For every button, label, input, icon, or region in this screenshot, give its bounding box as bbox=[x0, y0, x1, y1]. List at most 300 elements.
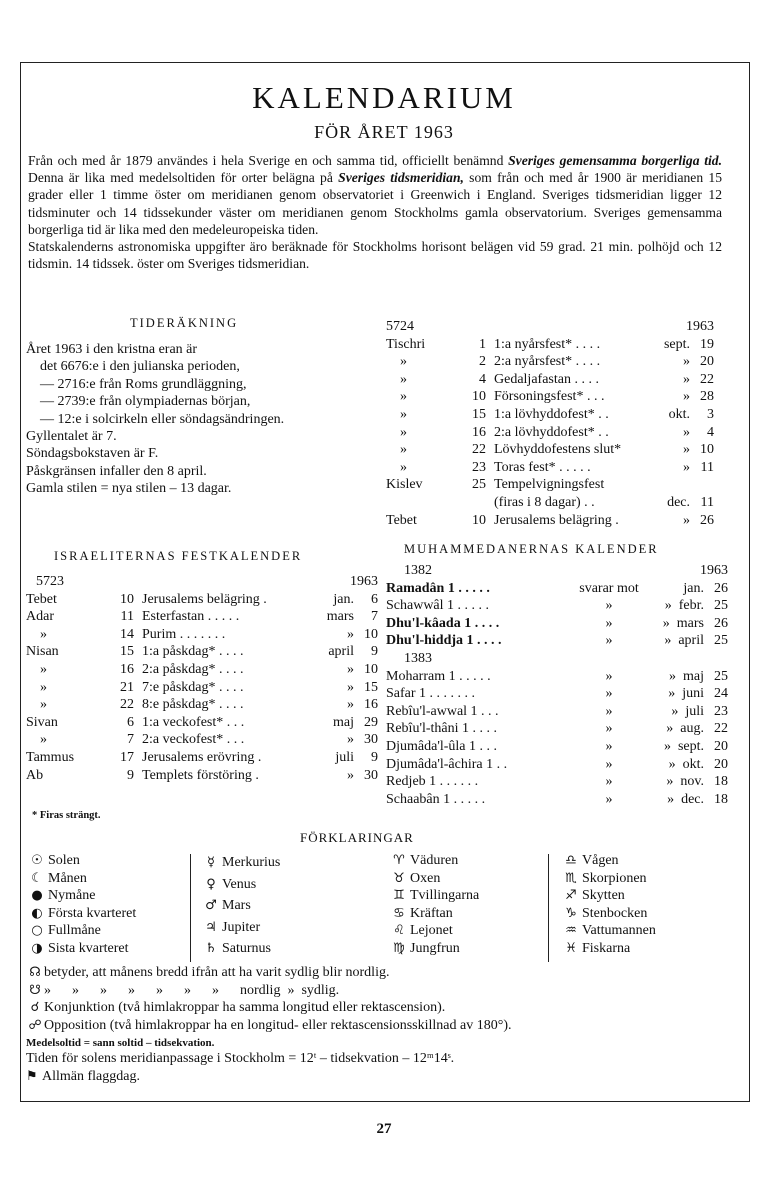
tiderakning-line: Året 1963 i den kristna eran är bbox=[26, 342, 198, 357]
svarar-mot: svarar mot bbox=[579, 580, 639, 596]
month2-cell: » bbox=[683, 354, 690, 370]
astro-symbol-icon: ◐ bbox=[31, 905, 43, 921]
date-cell: 22 bbox=[700, 371, 714, 387]
legend-item bbox=[560, 922, 656, 940]
astro-symbol-icon: ♄ bbox=[205, 941, 217, 956]
table-row bbox=[386, 580, 728, 598]
astro-symbol-icon: ○ bbox=[31, 923, 43, 939]
month-cell: » bbox=[40, 697, 47, 713]
year-1963: 1963 bbox=[700, 563, 728, 578]
date-cell: 4 bbox=[707, 424, 714, 440]
legend-item bbox=[26, 905, 136, 923]
day-cell: 2 bbox=[479, 354, 486, 370]
month-cell: » bbox=[40, 661, 47, 677]
table-row bbox=[386, 494, 714, 512]
tiderakning-line: Påskgränsen infaller den 8 april. bbox=[26, 463, 207, 479]
event-cell: 7:e påskdag* . . . . bbox=[142, 679, 244, 695]
table-row bbox=[386, 371, 714, 389]
month-cell: » bbox=[40, 732, 47, 748]
gregorian-day: 23 bbox=[714, 703, 728, 719]
table-row bbox=[26, 661, 378, 679]
month-cell: Tischri bbox=[386, 336, 426, 352]
date-cell: 30 bbox=[364, 767, 378, 783]
month-cell: » bbox=[400, 371, 407, 387]
table-row bbox=[386, 756, 728, 774]
day-cell: 11 bbox=[120, 609, 134, 625]
date-cell: 30 bbox=[364, 732, 378, 748]
gregorian-day: 26 bbox=[714, 580, 728, 596]
gregorian-month: » maj bbox=[669, 668, 704, 684]
date-cell: 10 bbox=[364, 626, 378, 642]
tiderakning-line: det 6676:e i den julianska perioden, bbox=[40, 359, 240, 375]
month2-cell: april bbox=[328, 644, 354, 660]
year-1963: 1963 bbox=[350, 574, 378, 589]
legend-item bbox=[200, 938, 280, 960]
legend-label: Jungfrun bbox=[410, 940, 460, 956]
month-name: Rebîu'l-awwal 1 . . . bbox=[386, 703, 499, 719]
month2-cell: » bbox=[683, 512, 690, 528]
date-cell: 10 bbox=[364, 661, 378, 677]
israeliternas-heading: ISRAELITERNAS FESTKALENDER bbox=[54, 549, 303, 563]
legend-item bbox=[200, 895, 280, 917]
legend-label: Skorpionen bbox=[582, 870, 647, 886]
day-cell: 4 bbox=[479, 371, 486, 387]
month-cell: » bbox=[400, 354, 407, 370]
astro-symbol-icon: ☾ bbox=[31, 870, 43, 886]
date-cell: 11 bbox=[700, 459, 714, 475]
month-cell: » bbox=[400, 442, 407, 458]
gregorian-day: 18 bbox=[714, 774, 728, 790]
gregorian-day: 26 bbox=[714, 615, 728, 631]
legend-item bbox=[26, 940, 136, 958]
event-cell: Esterfastan . . . . . bbox=[142, 609, 240, 625]
day-cell: 25 bbox=[472, 477, 486, 493]
legend-note bbox=[26, 1017, 512, 1035]
svarar-mot: » bbox=[605, 721, 613, 737]
note-text: » » » » » » » nordlig » sydlig. bbox=[44, 982, 340, 998]
month2-cell: » bbox=[683, 459, 690, 475]
date-cell: 26 bbox=[700, 512, 714, 528]
svarar-mot: » bbox=[605, 738, 613, 754]
gregorian-day: 25 bbox=[714, 633, 728, 649]
month-cell: » bbox=[400, 459, 407, 475]
year-1963: 1963 bbox=[686, 319, 714, 334]
flag-icon: ⚑ bbox=[26, 1069, 38, 1084]
legend-item bbox=[560, 905, 656, 923]
day-cell: 10 bbox=[472, 512, 486, 528]
month-name: Djumâda'l-ûla 1 . . . bbox=[386, 738, 497, 754]
legend-item bbox=[560, 870, 656, 888]
legend-label: Nymåne bbox=[48, 888, 96, 904]
event-cell: 2:a lövhyddofest* . . bbox=[494, 424, 609, 440]
legend-item bbox=[26, 852, 136, 870]
month-cell bbox=[386, 494, 454, 512]
day-cell: 6 bbox=[127, 714, 134, 730]
legend-label: Venus bbox=[222, 876, 257, 892]
day-cell: 22 bbox=[472, 442, 486, 458]
day-cell: 16 bbox=[472, 424, 486, 440]
month-cell: Sivan bbox=[26, 714, 58, 730]
table-row bbox=[386, 353, 714, 371]
astro-symbol-icon: ♒ bbox=[565, 923, 577, 939]
astro-symbol-icon: ♉ bbox=[393, 870, 405, 886]
legend-item bbox=[560, 940, 656, 958]
legend-note bbox=[26, 964, 512, 982]
event-cell: 2:a nyårsfest* . . . . bbox=[494, 354, 601, 370]
month-name: Dhu'l-kâada 1 . . . . bbox=[386, 615, 500, 631]
month-cell: Ab bbox=[26, 767, 44, 783]
month-name: Dhu'l-hiddja 1 . . . . bbox=[386, 633, 502, 649]
date-cell: 9 bbox=[371, 749, 378, 765]
node-symbol-icon: ☊ bbox=[29, 965, 41, 980]
event-cell: 2:a veckofest* . . . bbox=[142, 732, 245, 748]
table-row bbox=[26, 591, 378, 609]
table-row bbox=[386, 424, 714, 442]
month2-cell: » bbox=[347, 732, 354, 748]
astro-symbol-icon: ● bbox=[31, 888, 43, 904]
table-row bbox=[26, 626, 378, 644]
day-cell: 15 bbox=[472, 406, 486, 422]
month2-cell: » bbox=[347, 767, 354, 783]
table-row bbox=[26, 749, 378, 767]
astro-symbol-icon: ♀ bbox=[206, 876, 216, 892]
svarar-mot: » bbox=[605, 791, 613, 807]
node-symbol-icon: ☋ bbox=[29, 982, 41, 998]
astro-symbol-icon: ♍ bbox=[393, 940, 405, 956]
table-row bbox=[386, 773, 728, 791]
day-cell: 16 bbox=[120, 661, 134, 677]
day-cell: 9 bbox=[127, 767, 134, 783]
legend-label: Vågen bbox=[582, 853, 619, 868]
legend-label: Stenbocken bbox=[582, 905, 648, 921]
legend-label: Vattumannen bbox=[582, 923, 656, 939]
muhammedanernas-heading: MUHAMMEDANERNAS KALENDER bbox=[404, 542, 659, 556]
table-row bbox=[386, 650, 728, 668]
jewish-calendar-5723 bbox=[26, 573, 378, 784]
tiderakning-line: — 2739:e från olympiadernas början, bbox=[40, 394, 251, 410]
legend-item bbox=[388, 922, 479, 940]
note-text: Opposition (två himlakroppar ha en longitud- eller rektascensionsskillnad av 180°). bbox=[44, 1017, 512, 1033]
legend-item bbox=[26, 887, 136, 905]
gregorian-month: » juni bbox=[668, 686, 704, 702]
tiderakning-line: Gyllentalet är 7. bbox=[26, 429, 117, 444]
day-cell: 1 bbox=[479, 336, 486, 352]
page-title: KALENDARIUM bbox=[252, 80, 516, 115]
month2-cell: » bbox=[683, 389, 690, 405]
table-row bbox=[26, 679, 378, 697]
month-name: Moharram 1 . . . . . bbox=[386, 668, 491, 684]
legend-planets bbox=[200, 852, 280, 960]
month2-cell: mars bbox=[326, 609, 354, 625]
table-row bbox=[386, 668, 728, 686]
table-row bbox=[386, 441, 714, 459]
month2-cell: juli bbox=[335, 749, 354, 765]
event-cell: Jerusalems belägring . bbox=[494, 512, 619, 528]
day-cell: 15 bbox=[120, 644, 134, 660]
legend-label: Oxen bbox=[410, 870, 441, 886]
jewish-calendar-5724 bbox=[386, 318, 714, 529]
event-cell: Toras fest* . . . . . bbox=[494, 459, 591, 475]
year-1382: 1382 bbox=[404, 563, 432, 578]
tiderakning-line: — 12:e i solcirkeln eller söndagsändringen. bbox=[40, 411, 285, 427]
day-cell: 21 bbox=[120, 679, 134, 695]
event-cell: 1:a nyårsfest* . . . . bbox=[494, 336, 601, 352]
month-cell: » bbox=[40, 679, 47, 695]
event-cell: 1:a veckofest* . . . bbox=[142, 714, 245, 730]
day-cell: 7 bbox=[127, 732, 134, 748]
gregorian-day: 24 bbox=[714, 686, 728, 702]
legend-item bbox=[560, 887, 656, 905]
astro-symbol-icon: ♋ bbox=[393, 905, 405, 921]
medelsoltid-note: Medelsoltid = sann soltid – tidsekvation. bbox=[26, 1037, 215, 1049]
legend-label: Sista kvarteret bbox=[48, 940, 129, 956]
table-row bbox=[386, 459, 714, 477]
svarar-mot: » bbox=[605, 633, 613, 649]
day-cell bbox=[454, 494, 494, 512]
month-name: Schawwâl 1 . . . . . bbox=[386, 598, 490, 614]
svarar-mot: » bbox=[605, 598, 613, 614]
date-cell: 9 bbox=[371, 644, 378, 660]
table-row bbox=[386, 388, 714, 406]
event-cell: Templets förstöring . bbox=[142, 767, 259, 783]
note-text: Konjunktion (två himlakroppar ha samma longitud eller rektascension). bbox=[44, 1000, 446, 1016]
legend-item bbox=[388, 905, 479, 923]
tiderakning-line: Gamla stilen = nya stilen – 13 dagar. bbox=[26, 481, 232, 497]
flag-note: ⚑ Allmän flaggdag. bbox=[26, 1069, 140, 1084]
divider bbox=[190, 854, 191, 962]
intro-paragraph-2: Statskalenderns astronomiska uppgifter äro beräknade för Stockholms horisont belägen vid 59 grad. 21 min. polhöjd och 12 tidsmin. 14 tidssek. öster om Sveriges tidsmeridian. bbox=[28, 239, 722, 272]
astro-symbol-icon: ☉ bbox=[31, 853, 43, 868]
meridian-note: Tiden för solens meridianpassage i Stockholm = 12ᵗ – tidsekvation – 12ᵐ14ˢ. bbox=[26, 1051, 455, 1066]
year-1383: 1383 bbox=[404, 650, 432, 666]
legend-zodiac-2 bbox=[560, 852, 656, 958]
month2-cell: » bbox=[347, 697, 354, 713]
tiderakning-line: Söndagsbokstaven är F. bbox=[26, 446, 159, 462]
legend-item bbox=[388, 940, 479, 958]
month-name: Djumâda'l-âchira 1 . . bbox=[386, 756, 508, 772]
table-row bbox=[386, 720, 728, 738]
legend-label: Solen bbox=[48, 853, 80, 868]
date-cell: 6 bbox=[371, 591, 378, 607]
gregorian-month: » mars bbox=[662, 615, 704, 631]
table-row bbox=[386, 512, 714, 530]
gregorian-month: » aug. bbox=[666, 721, 704, 737]
table-row bbox=[386, 738, 728, 756]
intro-paragraph-1: Från och med år 1879 användes i hela Sverige en och samma tid, officiellt benämnd Sveriges gemensamma borgerliga tid. Denna är lika med medelsoltiden för orter belägna på Sveriges tidsmeridian, som från och med år 1900 är meridianen 15 grader eller 1 timme öster om meridianen genom observatoriet i Greenwich i England. Sveriges tidsmeridian ligger 12 tidsminuter och 14 tidssekunder väster om meridianen genom Stockholms gamla observatorium. Sveriges gemensamma borgerliga tid är lika med den medeleuropeiska tiden. bbox=[28, 153, 722, 237]
gregorian-day: 25 bbox=[714, 668, 728, 684]
muslim-calendar bbox=[386, 562, 728, 808]
day-cell: 10 bbox=[472, 389, 486, 405]
month-cell: » bbox=[400, 406, 407, 422]
day-cell: 14 bbox=[120, 626, 134, 642]
legend-item bbox=[388, 887, 479, 905]
astro-symbol-icon: ♑ bbox=[565, 905, 577, 921]
table-row bbox=[386, 336, 714, 354]
node-symbol-icon: ☍ bbox=[28, 1017, 42, 1033]
tiderakning-heading: TIDERÄKNING bbox=[130, 316, 239, 330]
gregorian-day: 20 bbox=[714, 738, 728, 754]
month-name: Rebîu'l-thâni 1 . . . . bbox=[386, 721, 498, 737]
gregorian-day: 22 bbox=[714, 721, 728, 737]
node-symbol-icon: ☌ bbox=[30, 1000, 40, 1016]
table-row bbox=[26, 643, 378, 661]
event-cell: Jerusalems belägring . bbox=[142, 591, 267, 607]
svarar-mot: » bbox=[605, 686, 613, 702]
day-cell: 23 bbox=[472, 459, 486, 475]
month2-cell: » bbox=[683, 424, 690, 440]
day-cell: 22 bbox=[120, 697, 134, 713]
month2-cell: sept. bbox=[663, 336, 690, 352]
table-row bbox=[386, 406, 714, 424]
gregorian-month: » nov. bbox=[666, 774, 704, 790]
date-cell: 20 bbox=[700, 354, 714, 370]
table-row bbox=[26, 731, 378, 749]
astro-symbol-icon: ♎ bbox=[565, 853, 577, 868]
date-cell: 15 bbox=[364, 679, 378, 695]
date-cell: 11 bbox=[700, 494, 714, 510]
legend-note bbox=[26, 982, 512, 1000]
date-cell: 7 bbox=[371, 609, 378, 625]
footnote: * Firas strängt. bbox=[32, 810, 101, 821]
event-cell: Jerusalems erövring . bbox=[142, 749, 262, 765]
astro-symbol-icon: ♏ bbox=[565, 870, 577, 886]
legend-label: Första kvarteret bbox=[48, 905, 137, 921]
month2-cell: » bbox=[683, 442, 690, 458]
day-cell: 10 bbox=[120, 591, 134, 607]
legend-label: Mars bbox=[222, 898, 251, 913]
legend-label: Jupiter bbox=[222, 919, 261, 935]
month2-cell: » bbox=[347, 679, 354, 695]
month-name: Safar 1 . . . . . . . bbox=[386, 686, 476, 702]
legend-notes bbox=[26, 964, 512, 1034]
legend-label: Skytten bbox=[582, 888, 625, 904]
table-row bbox=[386, 597, 728, 615]
event-cell: 8:e påskdag* . . . . bbox=[142, 697, 244, 713]
legend-moon bbox=[26, 852, 136, 958]
table-row bbox=[26, 767, 378, 785]
event-cell: 1:a påskdag* . . . . bbox=[142, 644, 244, 660]
year-5724: 5724 bbox=[386, 319, 414, 334]
gregorian-month: » dec. bbox=[667, 791, 704, 807]
date-cell: 28 bbox=[700, 389, 714, 405]
legend-item bbox=[388, 852, 479, 870]
gregorian-month: » april bbox=[664, 633, 704, 649]
event-cell: Lövhyddofestens slut* bbox=[494, 442, 622, 458]
month-cell: Tammus bbox=[26, 749, 75, 765]
gregorian-month: jan. bbox=[683, 580, 704, 596]
table-row bbox=[386, 685, 728, 703]
page-number: 27 bbox=[376, 1121, 392, 1137]
legend-item bbox=[200, 852, 280, 874]
table-row bbox=[386, 615, 728, 633]
astro-symbol-icon: ♂ bbox=[205, 898, 217, 913]
date-cell: 10 bbox=[700, 442, 714, 458]
month2-cell: » bbox=[347, 626, 354, 642]
note-text: betyder, att månens bredd ifrån att ha varit sydlig blir nordlig. bbox=[44, 965, 390, 980]
month2-cell: » bbox=[347, 661, 354, 677]
forklaringar-heading: FÖRKLARINGAR bbox=[300, 830, 414, 845]
table-row bbox=[386, 476, 714, 494]
month-cell: » bbox=[40, 626, 47, 642]
page-subtitle: FÖR ÅRET 1963 bbox=[314, 122, 454, 142]
intro-text bbox=[28, 152, 722, 272]
month-cell: Kislev bbox=[386, 477, 423, 493]
legend-label: Fiskarna bbox=[582, 940, 631, 956]
legend-label: Väduren bbox=[410, 853, 459, 868]
legend-label: Månen bbox=[48, 870, 87, 886]
month2-cell: » bbox=[683, 371, 690, 387]
table-row bbox=[386, 791, 728, 809]
event-cell: (firas i 8 dagar) . . bbox=[494, 494, 595, 510]
date-cell: 19 bbox=[700, 336, 714, 352]
astro-symbol-icon: ♌ bbox=[393, 923, 405, 939]
astro-symbol-icon: ♐ bbox=[565, 888, 577, 904]
month-cell: » bbox=[400, 424, 407, 440]
legend-label: Merkurius bbox=[222, 855, 281, 870]
month-cell: Adar bbox=[26, 609, 54, 625]
divider bbox=[548, 854, 549, 962]
legend-item bbox=[200, 874, 280, 896]
svarar-mot: » bbox=[605, 615, 613, 631]
month-name: Redjeb 1 . . . . . . bbox=[386, 774, 479, 790]
gregorian-month: » febr. bbox=[664, 598, 704, 614]
astro-symbol-icon: ♊ bbox=[393, 888, 405, 904]
astro-symbol-icon: ☿ bbox=[207, 855, 215, 870]
gregorian-day: 20 bbox=[714, 756, 728, 772]
table-row bbox=[26, 714, 378, 732]
legend-zodiac-1 bbox=[388, 852, 479, 958]
tiderakning-line: — 2716:e från Roms grundläggning, bbox=[40, 376, 247, 392]
gregorian-month: » juli bbox=[671, 703, 704, 719]
legend-label: Lejonet bbox=[410, 923, 453, 939]
month-cell: Tebet bbox=[26, 591, 57, 607]
svarar-mot: » bbox=[605, 703, 613, 719]
svarar-mot: » bbox=[605, 774, 613, 790]
date-cell: 16 bbox=[364, 697, 378, 713]
legend-label: Kräftan bbox=[410, 905, 453, 921]
day-cell: 17 bbox=[120, 749, 134, 765]
date-cell bbox=[690, 476, 714, 494]
month2-cell: okt. bbox=[668, 406, 690, 422]
legend-item bbox=[200, 917, 280, 939]
gregorian-month: » okt. bbox=[668, 756, 704, 772]
legend-label: Fullmåne bbox=[48, 923, 101, 939]
event-cell: 2:a påskdag* . . . . bbox=[142, 661, 244, 677]
month2-cell bbox=[656, 476, 690, 494]
month-cell: » bbox=[400, 389, 407, 405]
event-cell: 1:a lövhyddofest* . . bbox=[494, 406, 609, 422]
date-cell: 3 bbox=[707, 406, 714, 422]
month-cell: Tebet bbox=[386, 512, 417, 528]
legend-item bbox=[388, 870, 479, 888]
legend-item bbox=[26, 870, 136, 888]
legend-label: Tvillingarna bbox=[410, 888, 480, 904]
month-name: Ramadân 1 . . . . . bbox=[386, 580, 490, 596]
table-row bbox=[26, 696, 378, 714]
date-cell: 29 bbox=[364, 714, 378, 730]
table-row bbox=[26, 608, 378, 626]
gregorian-day: 18 bbox=[714, 791, 728, 807]
month2-cell: dec. bbox=[667, 494, 690, 510]
event-cell: Gedaljafastan . . . . bbox=[494, 371, 599, 387]
svarar-mot: » bbox=[605, 756, 613, 772]
event-cell: Försoningsfest* . . . bbox=[494, 389, 605, 405]
legend-item bbox=[26, 922, 136, 940]
astro-symbol-icon: ◑ bbox=[31, 940, 43, 956]
legend-item bbox=[560, 852, 656, 870]
event-cell: Tempelvigningsfest bbox=[494, 477, 605, 493]
astro-symbol-icon: ♓ bbox=[565, 940, 577, 956]
